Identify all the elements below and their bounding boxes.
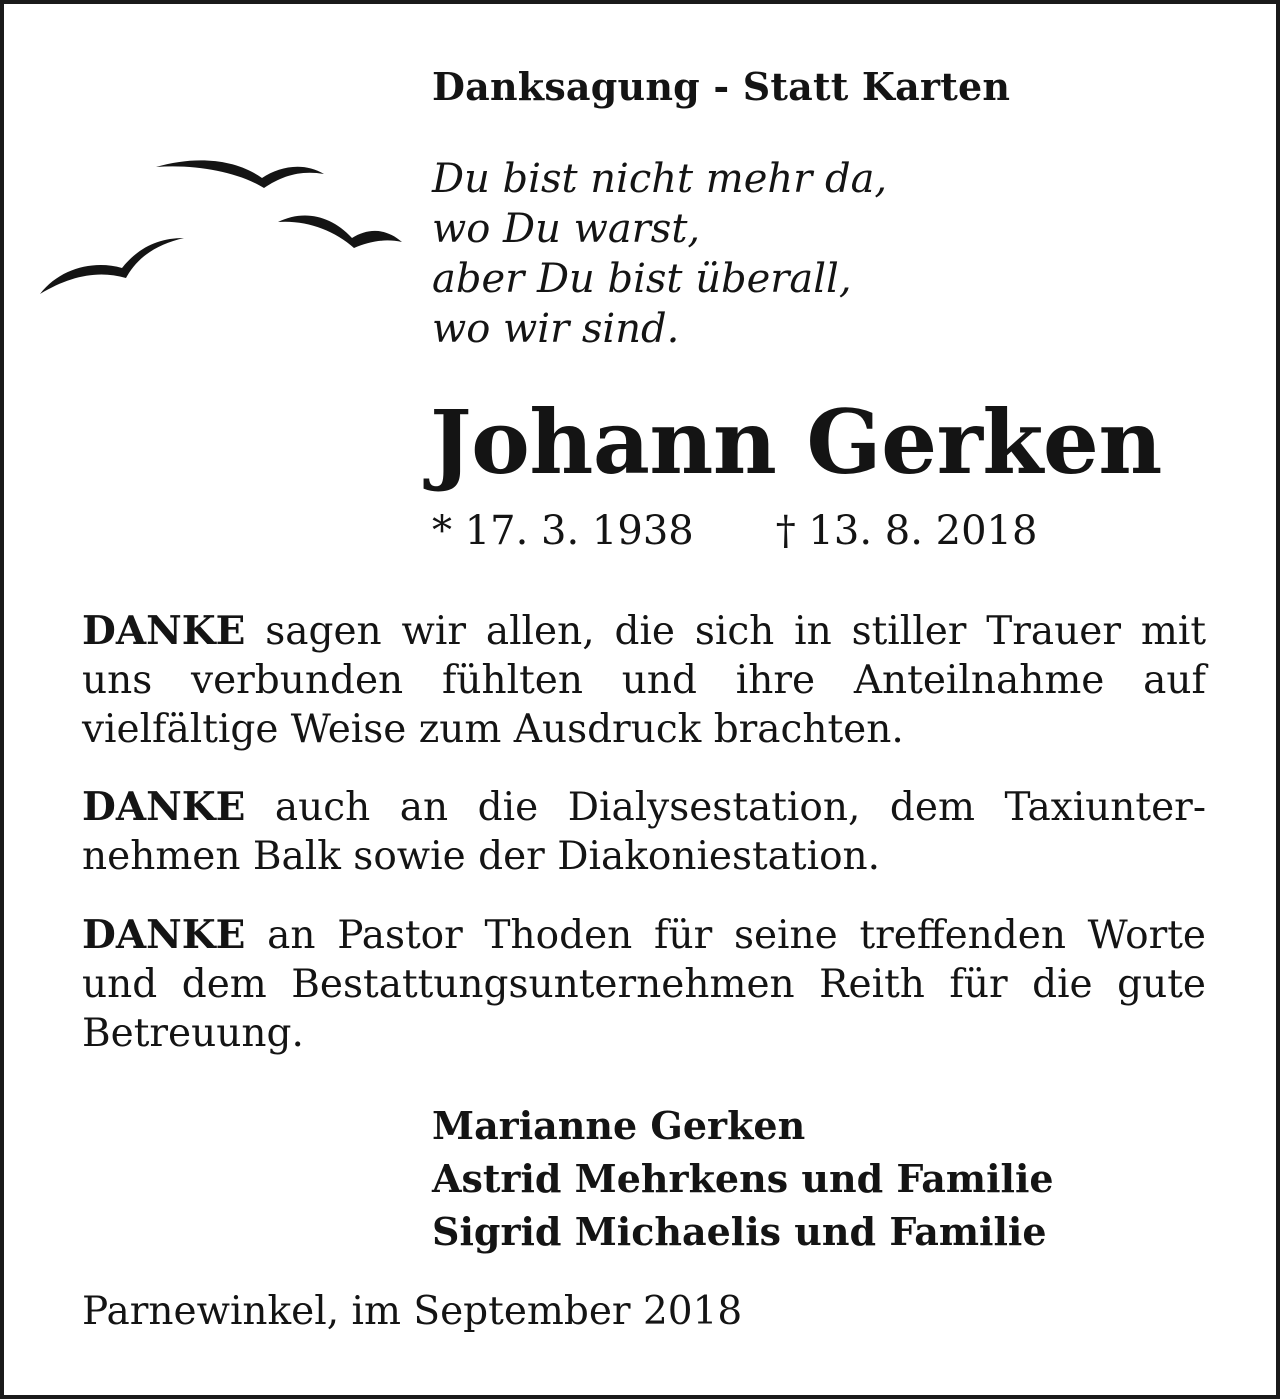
thanks-paragraph	[82, 607, 1206, 754]
poem	[432, 154, 887, 354]
thanks-lead: DANKE	[82, 784, 246, 830]
thanks-lead: DANKE	[82, 608, 246, 654]
thanks-text: sagen wir allen, die sich in stiller Trauer mit uns verbunden fühlten und ihre Anteilnahme auf vielfältige Weise zum Ausdruck brachten.	[82, 609, 1206, 752]
thanks-paragraph	[82, 783, 1206, 881]
signers	[432, 1099, 1054, 1258]
thanks-paragraph	[82, 911, 1206, 1058]
seagulls-icon	[34, 144, 414, 314]
seagull-shapes	[40, 160, 402, 294]
poem-line: aber Du bist überall,	[432, 256, 852, 302]
signer: Sigrid Michaelis und Familie	[432, 1209, 1047, 1254]
place-and-date: Parnewinkel, im September 2018	[82, 1289, 743, 1334]
deceased-name: Johann Gerken	[430, 390, 1162, 494]
death-date: † 13. 8. 2018	[775, 508, 1038, 554]
notice-heading: Danksagung - Statt Karten	[432, 64, 1011, 109]
life-dates	[432, 509, 1037, 553]
poem-line: wo Du warst,	[432, 206, 701, 252]
birth-date: * 17. 3. 1938	[432, 508, 694, 554]
poem-line: wo wir sind.	[432, 306, 680, 352]
signer: Astrid Mehrkens und Familie	[432, 1156, 1054, 1201]
thanks-lead: DANKE	[82, 912, 246, 958]
poem-line: Du bist nicht mehr da,	[432, 156, 888, 202]
signer: Marianne Gerken	[432, 1103, 806, 1148]
thanks-text: auch an die Dialysestation, dem Taxiunternehmen Balk sowie der Diakoniestation.	[82, 785, 1206, 879]
thanks-text: an Pastor Thoden für seine treffenden Worte und dem Bestattungsunternehmen Reith für die gute Betreuung.	[82, 913, 1206, 1056]
